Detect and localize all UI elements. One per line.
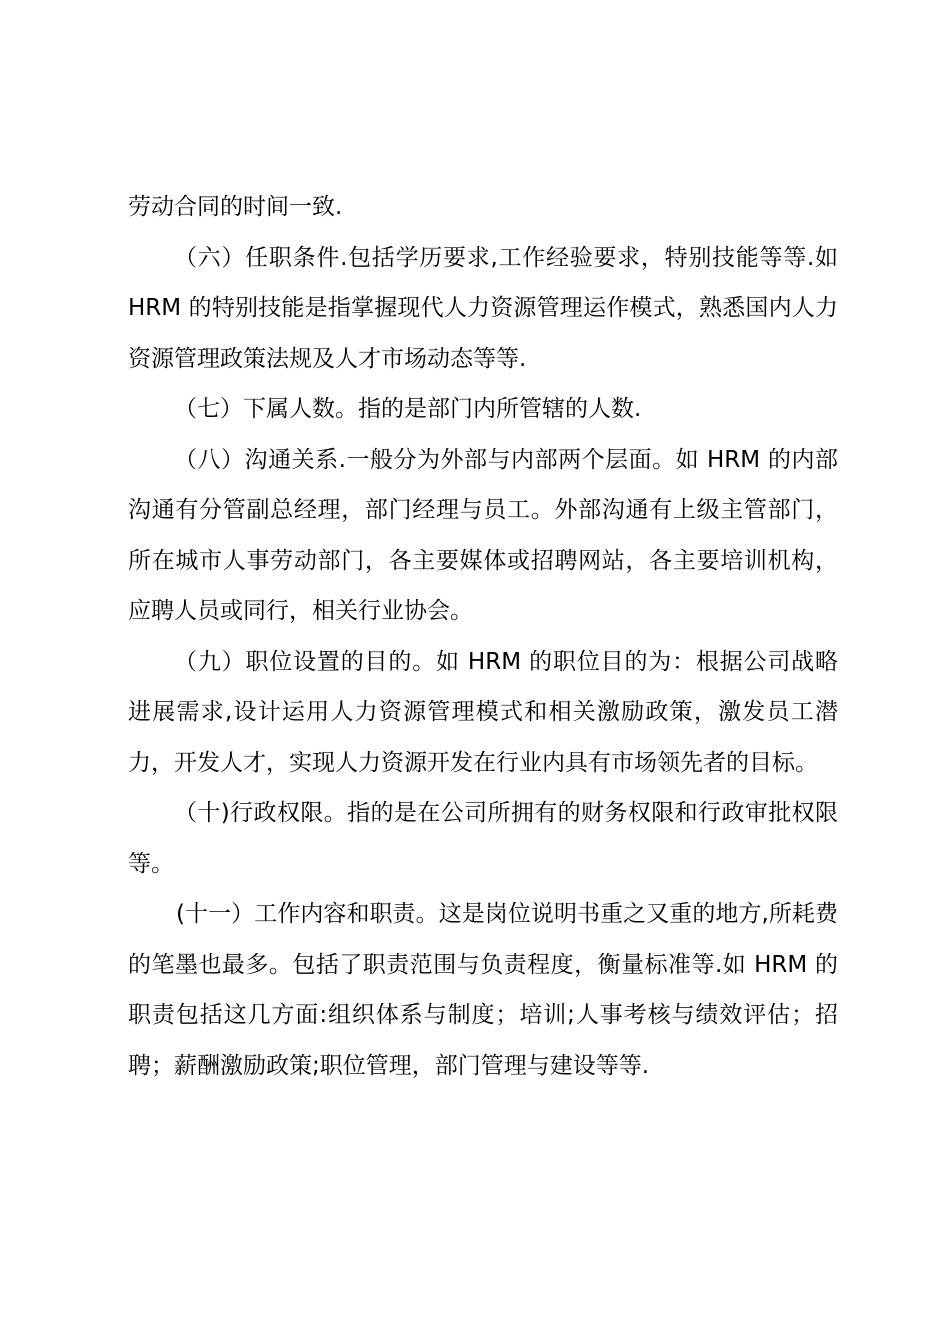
paragraph-position-purpose: （九）职位设置的目的。如 HRM 的职位目的为：根据公司战略进展需求,设计运用人力资源管理模式和相关激励政策，激发员工潜力，开发人才，实现人力资源开发在行业内具有市场领先者的目标。 bbox=[128, 648, 838, 776]
paragraph-subordinates: （七）下属人数。指的是部门内所管辖的人数. bbox=[174, 396, 642, 422]
paragraph-continuation: 劳动合同的时间一致. bbox=[128, 194, 343, 220]
paragraph-duties: (十一）工作内容和职责。这是岗位说明书重之又重的地方,所耗费的笔墨也最多。包括了职责范围与负责程度，衡量标准等.如 HRM 的职责包括这几方面:组织体系与制度；培训;人事考核与绩效评估；招聘；薪酬激励政策;职位管理，部门管理与建设等等. bbox=[128, 901, 838, 1079]
document-body bbox=[128, 182, 838, 1091]
paragraph-communication: （八）沟通关系.一般分为外部与内部两个层面。如 HRM 的内部沟通有分管副总经理，部门经理与员工。外部沟通有上级主管部门，所在城市人事劳动部门，各主要媒体或招聘网站，各主要培训机构，应聘人员或同行，相关行业协会。 bbox=[128, 446, 838, 624]
paragraph-authority: （十)行政权限。指的是在公司所拥有的财务权限和行政审批权限等。 bbox=[128, 800, 838, 877]
paragraph-qualifications: （六）任职条件.包括学历要求,工作经验要求，特别技能等等.如 HRM 的特别技能是指掌握现代人力资源管理运作模式，熟悉国内人力资源管理政策法规及人才市场动态等等. bbox=[128, 244, 838, 372]
